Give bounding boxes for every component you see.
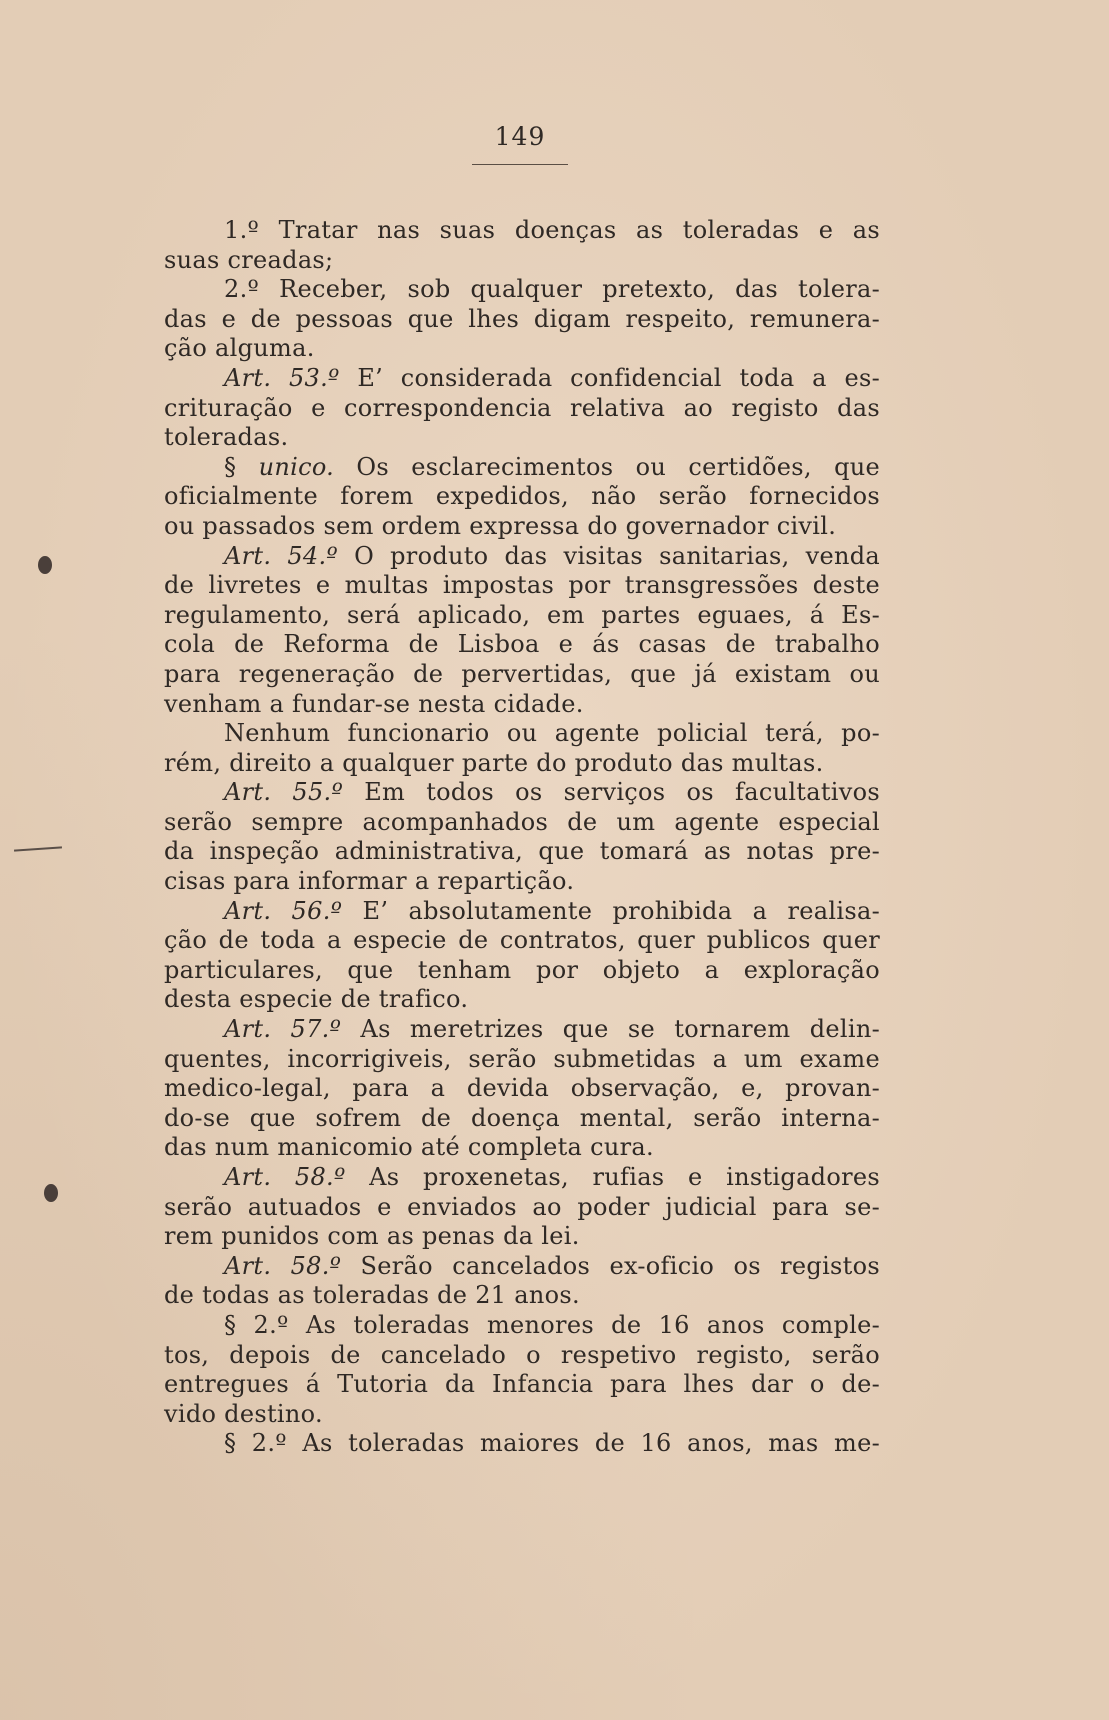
article-label: Art. 56.º <box>224 896 343 925</box>
line-text: Serão cancelados ex-oficio os registos <box>341 1251 880 1280</box>
line-text: Em todos os serviços os facultativos <box>343 778 880 807</box>
article-label: unico. <box>258 452 335 481</box>
line-text: § 2.º As toleradas menores de 16 anos comple- <box>224 1310 880 1339</box>
page-number: 149 <box>494 122 546 151</box>
text-line <box>164 867 880 897</box>
line-text: das num manicomio até completa cura. <box>164 1133 654 1162</box>
line-text: cisas para informar a repartição. <box>164 867 575 896</box>
text-line <box>164 453 880 483</box>
line-text: das e de pessoas que lhes digam respeito, remunera- <box>164 304 880 333</box>
text-line <box>164 660 880 690</box>
text-line <box>164 1074 880 1104</box>
line-text: de livretes e multas impostas por transgressões deste <box>164 571 880 600</box>
text-line <box>164 690 880 720</box>
page-number-rule <box>472 164 568 165</box>
text-line <box>164 1222 880 1252</box>
line-text: Os esclarecimentos ou certidões, que <box>334 452 880 481</box>
article-label: Art. 58.º <box>224 1251 342 1280</box>
line-text: crituração e correspondencia relativa ao registo das <box>164 393 880 422</box>
line-text: vido destino. <box>164 1399 323 1428</box>
text-line <box>164 1370 880 1400</box>
text-line <box>164 956 880 986</box>
line-text: rém, direito a qualquer parte do produto das multas. <box>164 748 824 777</box>
line-text: desta especie de trafico. <box>164 985 469 1014</box>
text-line <box>164 305 880 335</box>
article-label: Art. 58.º <box>224 1163 346 1191</box>
text-line <box>164 749 880 779</box>
text-line <box>164 1400 880 1430</box>
line-text: ção de toda a especie de contratos, quer publicos quer <box>164 926 880 955</box>
line-text: As proxenetas, rufias e instigadores <box>345 1163 880 1191</box>
line-text: da inspeção administrativa, que tomará as notas pre- <box>164 837 880 866</box>
line-text: cola de Reforma de Lisboa e ás casas de trabalho <box>164 630 880 659</box>
line-text: ou passados sem ordem expressa do governador civil. <box>164 511 837 540</box>
line-text: serão autuados e enviados ao poder judicial para se- <box>164 1192 880 1221</box>
line-text: venham a fundar-se nesta cidade. <box>164 689 584 718</box>
text-line <box>164 1015 880 1045</box>
text-line <box>164 542 880 572</box>
line-text: medico-legal, para a devida observação, e, provan- <box>164 1074 880 1103</box>
line-text: § 2.º As toleradas maiores de 16 anos, mas me- <box>224 1429 880 1458</box>
text-line <box>164 512 880 542</box>
text-line <box>164 275 880 305</box>
section-mark: § <box>224 452 259 481</box>
line-text: ção alguma. <box>164 334 315 363</box>
line-text: toleradas. <box>164 423 289 452</box>
article-label: Art. 55.º <box>224 778 344 807</box>
line-text: 1.º Tratar nas suas doenças as toleradas e as <box>224 216 880 244</box>
line-text: rem punidos com as penas da lei. <box>164 1222 580 1251</box>
text-line <box>164 571 880 601</box>
text-line <box>164 1311 880 1341</box>
line-text: do-se que sofrem de doença mental, serão interna- <box>164 1103 880 1132</box>
binding-hole-mark <box>44 1184 58 1202</box>
body-text <box>164 216 880 1459</box>
text-line <box>164 334 880 364</box>
text-line <box>164 364 880 394</box>
text-line <box>164 897 880 927</box>
line-text: oficialmente forem expedidos, não serão fornecidos <box>164 482 880 511</box>
text-line <box>164 1045 880 1075</box>
line-text: suas creadas; <box>164 245 334 274</box>
text-line <box>164 216 880 246</box>
text-line <box>164 1429 880 1459</box>
line-text: particulares, que tenham por objeto a exploração <box>164 955 880 984</box>
text-line <box>164 1252 880 1282</box>
line-text: quentes, incorrigiveis, serão submetidas a um exame <box>164 1044 880 1073</box>
text-line <box>164 601 880 631</box>
text-line <box>164 719 880 749</box>
line-text: Nenhum funcionario ou agente policial terá, po- <box>224 719 880 748</box>
text-line <box>164 808 880 838</box>
article-label: Art. 54.º <box>224 541 339 570</box>
text-line <box>164 482 880 512</box>
text-line <box>164 394 880 424</box>
text-line <box>164 778 880 808</box>
line-text: 2.º Receber, sob qualquer pretexto, das tolera- <box>224 275 880 304</box>
text-line <box>164 837 880 867</box>
line-text: E’ considerada confidencial toda a es- <box>339 363 880 392</box>
line-text: As meretrizes que se tornarem delin- <box>341 1015 880 1044</box>
text-line <box>164 1341 880 1371</box>
line-text: E’ absolutamente prohibida a realisa- <box>342 896 880 925</box>
text-line <box>164 926 880 956</box>
line-text: entregues á Tutoria da Infancia para lhes dar o de- <box>164 1370 880 1399</box>
text-line <box>164 985 880 1015</box>
binding-hole-mark <box>38 556 52 574</box>
line-text: de todas as toleradas de 21 anos. <box>164 1281 580 1310</box>
article-label: Art. 53.º <box>224 363 340 392</box>
line-text: tos, depois de cancelado o respetivo registo, serão <box>164 1340 880 1369</box>
text-line <box>164 1104 880 1134</box>
text-line <box>164 1133 880 1163</box>
text-line <box>164 630 880 660</box>
binding-thread-mark <box>14 846 62 851</box>
line-text: serão sempre acompanhados de um agente especial <box>164 807 880 836</box>
text-line <box>164 423 880 453</box>
text-line <box>164 1193 880 1223</box>
text-line <box>164 1281 880 1311</box>
line-text: regulamento, será aplicado, em partes eguaes, á Es- <box>164 600 880 629</box>
line-text: para regeneração de pervertidas, que já existam ou <box>164 659 880 688</box>
text-line <box>164 246 880 276</box>
line-text: O produto das visitas sanitarias, venda <box>338 541 880 570</box>
text-line <box>164 1163 880 1193</box>
article-label: Art. 57.º <box>224 1015 342 1044</box>
